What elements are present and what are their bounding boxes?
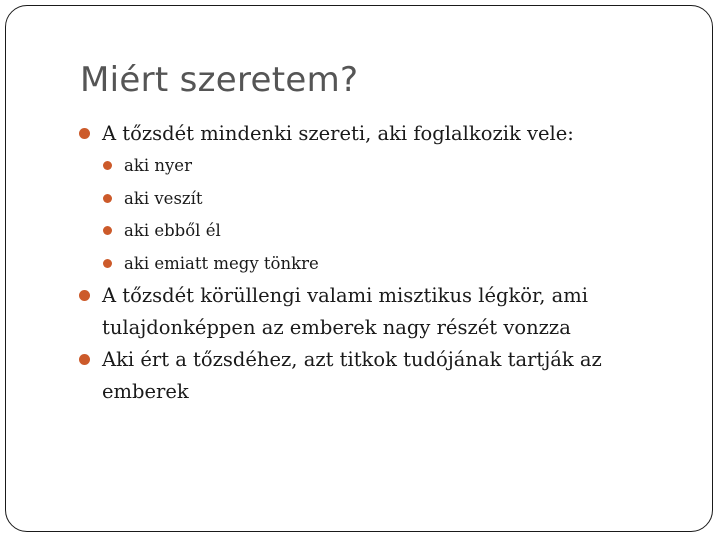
bullet-item xyxy=(78,344,688,408)
sub-bullet-item xyxy=(78,215,688,248)
bullet-dot-icon xyxy=(79,128,90,139)
bullet-text: aki veszít xyxy=(124,188,203,208)
bullet-dot-icon xyxy=(103,226,112,235)
bullet-dot-icon xyxy=(103,194,112,203)
bullet-item xyxy=(78,118,688,150)
bullet-text: aki emiatt megy tönkre xyxy=(124,253,319,273)
bullet-text: Aki ért a tőzsdéhez, azt titkok tudójának tartják az emberek xyxy=(102,348,602,403)
bullet-dot-icon xyxy=(103,259,112,268)
sub-bullet-item xyxy=(78,150,688,183)
bullet-dot-icon xyxy=(79,290,90,301)
bullet-text: aki ebből él xyxy=(124,221,221,240)
slide-title: Miért szeretem? xyxy=(80,60,359,100)
bullet-text: A tőzsdét körüllengi valami misztikus légkör, ami tulajdonképpen az emberek nagy részét vonzza xyxy=(102,284,588,339)
sub-bullet-item xyxy=(78,183,688,216)
slide-body xyxy=(78,118,688,408)
bullet-dot-icon xyxy=(103,161,112,170)
bullet-text: aki nyer xyxy=(124,156,192,175)
bullet-dot-icon xyxy=(79,354,90,365)
sub-bullet-item xyxy=(78,248,688,281)
bullet-text: A tőzsdét mindenki szereti, aki foglalkozik vele: xyxy=(102,122,574,145)
bullet-item xyxy=(78,280,688,344)
